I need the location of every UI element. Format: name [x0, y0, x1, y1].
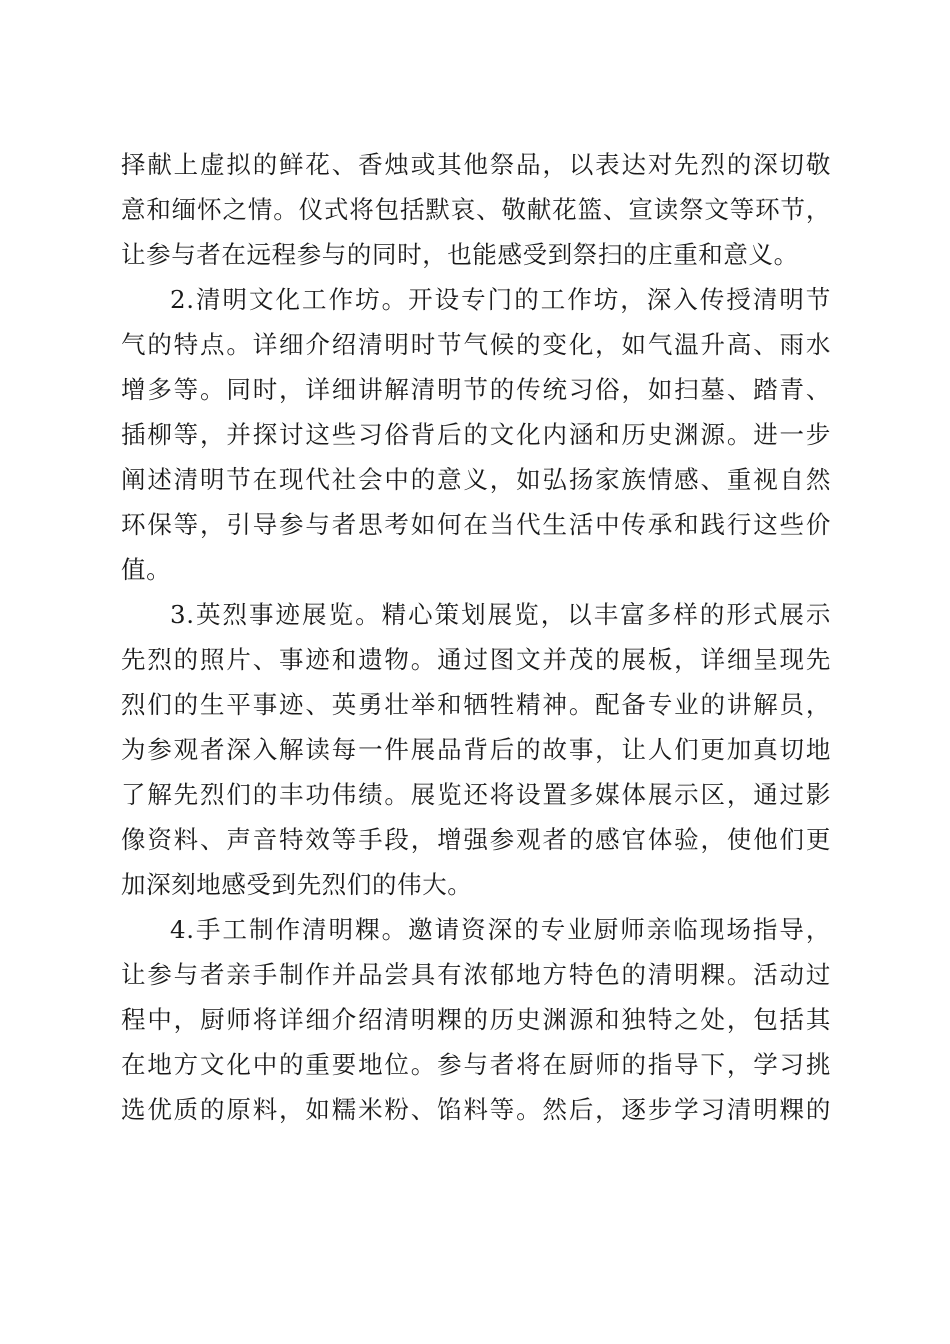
text-line: 3.英烈事迹展览。精心策划展览，以丰富多样的形式展示: [170, 600, 831, 629]
text-line: 让参与者亲手制作并品尝具有浓郁地方特色的清明粿。活动过: [121, 960, 831, 989]
text-line: 让参与者在远程参与的同时，也能感受到祭扫的庄重和意义。: [121, 240, 799, 269]
paragraph-culture-workshop: [121, 277, 831, 592]
text-line: 程中，厨师将详细介绍清明粿的历史渊源和独特之处，包括其: [121, 1005, 831, 1034]
paragraph-hero-exhibition: [121, 592, 831, 907]
text-line: 为参观者深入解读每一件展品背后的故事，让人们更加真切地: [121, 735, 831, 764]
document-body: [121, 142, 831, 1132]
paragraph-qingming-cake: [121, 907, 831, 1132]
paragraph-continuation: [121, 142, 831, 277]
text-line: 意和缅怀之情。仪式将包括默哀、敬献花篮、宣读祭文等环节，: [121, 195, 831, 224]
text-line: 像资料、声音特效等手段，增强参观者的感官体验，使他们更: [121, 825, 831, 854]
text-line: 插柳等，并探讨这些习俗背后的文化内涵和历史渊源。进一步: [121, 420, 831, 449]
text-line: 烈们的生平事迹、英勇壮举和牺牲精神。配备专业的讲解员，: [121, 690, 831, 719]
text-line: 择献上虚拟的鲜花、香烛或其他祭品，以表达对先烈的深切敬: [121, 150, 831, 179]
text-line: 环保等，引导参与者思考如何在当代生活中传承和践行这些价: [121, 510, 831, 539]
text-line: 气的特点。详细介绍清明时节气候的变化，如气温升高、雨水: [121, 330, 831, 359]
text-line: 选优质的原料，如糯米粉、馅料等。然后，逐步学习清明粿的: [121, 1095, 831, 1124]
text-line: 在地方文化中的重要地位。参与者将在厨师的指导下，学习挑: [121, 1050, 831, 1079]
text-line: 了解先烈们的丰功伟绩。展览还将设置多媒体展示区，通过影: [121, 780, 831, 809]
text-line: 增多等。同时，详细讲解清明节的传统习俗，如扫墓、踏青、: [121, 375, 831, 404]
text-line: 加深刻地感受到先烈们的伟大。: [121, 870, 473, 899]
text-line: 值。: [121, 555, 172, 584]
text-line: 先烈的照片、事迹和遗物。通过图文并茂的展板，详细呈现先: [121, 645, 831, 674]
text-line: 2.清明文化工作坊。开设专门的工作坊，深入传授清明节: [170, 285, 831, 314]
text-line: 阐述清明节在现代社会中的意义，如弘扬家族情感、重视自然: [121, 465, 831, 494]
text-line: 4.手工制作清明粿。邀请资深的专业厨师亲临现场指导，: [170, 915, 831, 944]
